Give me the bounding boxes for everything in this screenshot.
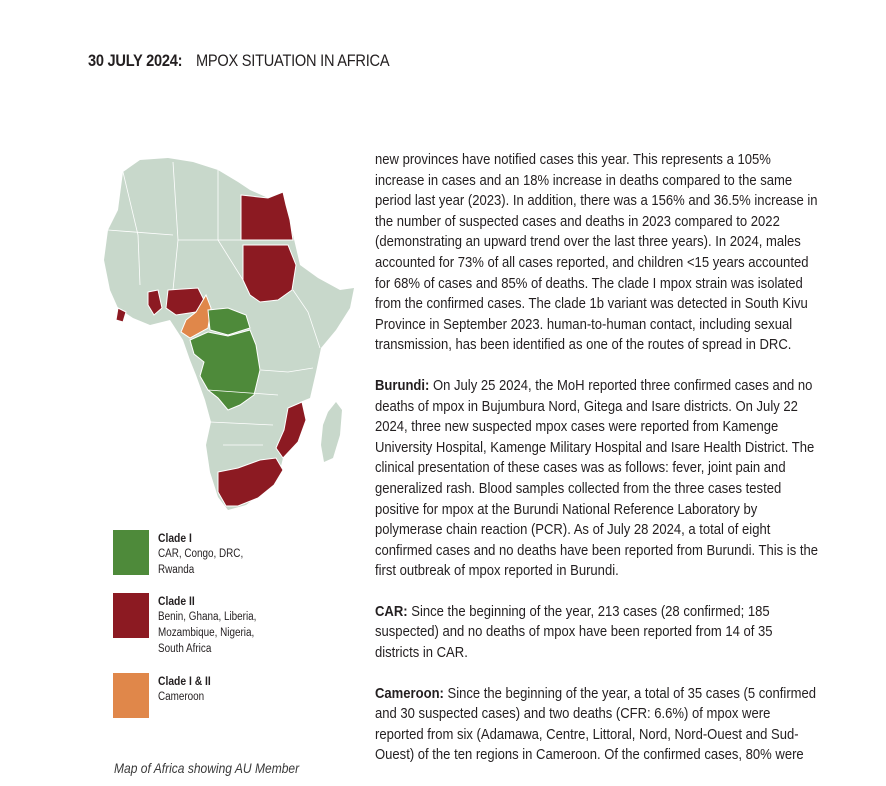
page-header [88, 51, 389, 71]
legend-swatch-clade-1-2 [113, 673, 149, 718]
legend-countries-line: South Africa [158, 643, 212, 655]
legend-text-clade-1 [158, 530, 278, 578]
legend-name: Clade I [158, 531, 192, 545]
madagascar [321, 402, 342, 462]
paragraph-car: CAR: Since the beginning of the year, 213 cases (28 confirmed; 185 suspected) and no deaths of mpox have been reported from 14 of 35 districts in CAR. [375, 602, 773, 662]
legend-name: Clade II [158, 594, 195, 608]
legend-countries-line: Mozambique, Nigeria, [158, 627, 255, 639]
region-egypt [241, 192, 293, 240]
paragraph-burundi: Burundi: On July 25 2024, the MoH reported three confirmed cases and no deaths of mpox in Bujumbura Nord, Gitega and Isare districts. On July 22 2024, three new suspected mpox cases were reported from Kamenge University Hospital, Kamenge Military Hospital and Isare Health District. The clinical presentation of these cases was as follows: fever, joint pain and generalized rash. Blood samples collected from the three cases tested positive for mpox at the Burundi National Reference Laboratory by polymerase chain reaction (PCR). As of July 28 2024, a total of eight confirmed cases and no deaths have been reported from Burundi. This is the first outbreak of mpox reported in Burundi. [375, 376, 818, 580]
paragraph-lead: CAR: [375, 602, 408, 620]
legend-name: Clade I & II [158, 674, 211, 688]
legend-countries-line: Rwanda [158, 564, 195, 576]
africa-map [78, 140, 368, 535]
report-date: 30 JULY 2024: [88, 51, 183, 70]
paragraph-drc-continued: new provinces have notified cases this year. This represents a 105% increase in cases and an 18% increase in deaths compared to the same period last year (2023). In addition, there was a 156% and 36.5% increase in the number of suspected cases and deaths in 2023 compared to 2022 (demonstrating an upward trend over the last three years). In 2024, males accounted for 73% of all cases reported, and children <15 years accounted for 68% of cases and 85% of deaths. The clade I mpox strain was isolated from the confirmed cases. The clade 1b variant was detected in South Kivu Province in September 2023. human-to-human contact, including sexual transmission, has been identified as one of the routes of spread in DRC. [375, 151, 818, 354]
map-caption: Map of Africa showing AU Member [114, 760, 300, 776]
paragraph-lead: Burundi: [375, 376, 430, 394]
body-text [375, 150, 819, 786]
legend-text-clade-2 [158, 593, 278, 657]
paragraph-cameroon: Cameroon: Since the beginning of the year, a total of 35 cases (5 confirmed and 30 suspected cases) and two deaths (CFR: 6.6%) of mpox were reported from six (Adamawa, Centre, Littoral, Nord, Nord-Ouest and Sud-Ouest) of the ten regions in Cameroon. Of the confirmed cases, 80% were [375, 684, 817, 764]
legend-countries-line: Cameroon [158, 691, 205, 703]
legend-swatch-clade-2 [113, 593, 149, 638]
legend-swatch-clade-1 [113, 530, 149, 575]
legend-countries-line: Benin, Ghana, Liberia, [158, 611, 257, 623]
legend-countries-line: CAR, Congo, DRC, [158, 548, 244, 560]
paragraph-lead: Cameroon: [375, 684, 444, 702]
legend-text-clade-1-2 [158, 673, 278, 705]
report-title: MPOX SITUATION IN AFRICA [195, 51, 390, 70]
